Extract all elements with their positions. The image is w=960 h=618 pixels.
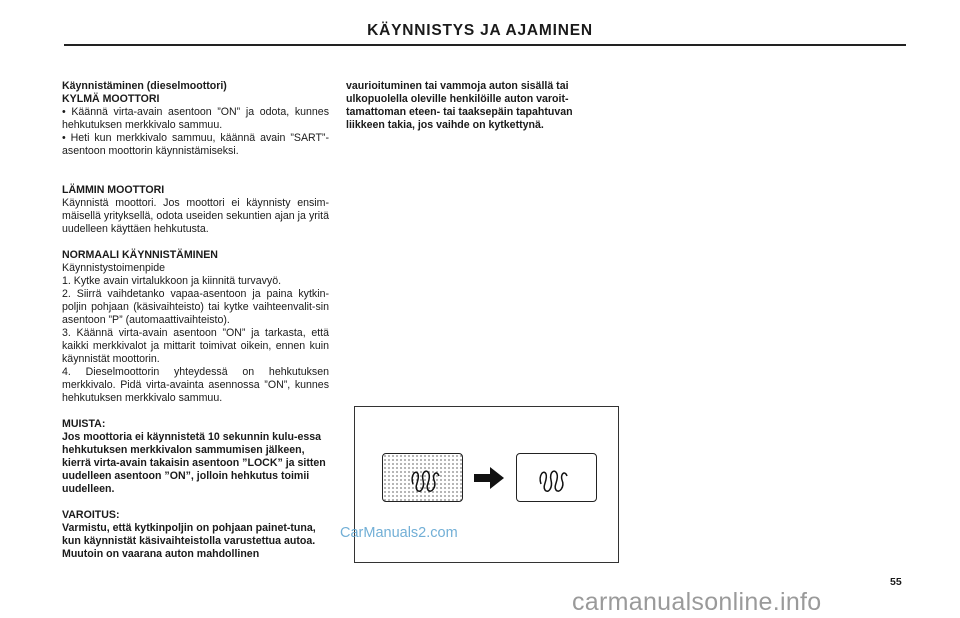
left-column [62, 80, 329, 561]
cold-engine-heading: KYLMÄ MOOTTORI [62, 93, 160, 105]
middle-column [346, 80, 608, 132]
cold-engine-step-1: • Käännä virta-avain asentoon ”ON” ja odota, kunnes hehkutuksen merkkivalo sammuu. [62, 106, 329, 131]
normal-start-step-2: 2. Siirrä vaihdetanko vapaa-asentoon ja paina kytkin-poljin pohjaan (käsivaihteisto) tai kytke vaihteenvalit-sin asentoon ”P” (automaattivaihteisto). [62, 288, 329, 326]
arrow-right-icon [474, 467, 504, 489]
normal-start-step-4: 4. Dieselmoottorin yhteydessä on hehkutuksen merkkivalo. Pidä virta-avainta asennossa ”ON”, kunnes hehkutuksen merkkivalo sammuu. [62, 366, 329, 404]
note-text: Jos moottoria ei käynnistetä 10 sekunnin kulu-essa hehkutuksen merkkivalon sammumisen jälkeen, kierrä virta-avain takaisin asentoon ”LOCK” ja sitten uudelleen asentoon ”ON”, jolloin hehkutus toimii uudelleen. [62, 431, 326, 495]
normal-start-step-1: 1. Kytke avain virtalukkoon ja kiinnitä turvavyö. [62, 275, 282, 287]
header-divider [64, 44, 906, 46]
normal-start-subheading: Käynnistystoimenpide [62, 262, 166, 274]
warning-continued-text: vaurioituminen tai vammoja auton sisällä tai ulkopuolella oleville henkilöille auton varoit-tamattoman eteen- tai taaksepäin tapahtuvan liikkeen takia, jos vaihde on kytkettynä. [346, 80, 573, 131]
warm-engine-heading: LÄMMIN MOOTTORI [62, 184, 165, 196]
glow-plug-lamp-off-icon [516, 453, 597, 502]
watermark-logo: CarManuals2.com [340, 525, 458, 541]
warm-engine-text: Käynnistä moottori. Jos moottori ei käynnisty ensim-mäisellä yrityksellä, odota useiden sekuntien ajan ja yritä uudelleen käyttäen hehkutusta. [62, 197, 329, 235]
normal-start-heading: NORMAALI KÄYNNISTÄMINEN [62, 249, 218, 261]
warning-heading: VAROITUS: [62, 509, 120, 521]
page-title: KÄYNNISTYS JA AJAMINEN [367, 22, 593, 39]
section-heading: Käynnistäminen (dieselmoottori) [62, 80, 227, 92]
page-number: 55 [890, 576, 902, 588]
normal-start-step-3: 3. Käännä virta-avain asentoon ”ON” ja tarkasta, että kaikki merkkivalot ja mittarit toimivat oikein, ennen kuin käynnistät moottorin. [62, 327, 329, 365]
cold-engine-step-2: • Heti kun merkkivalo sammuu, käännä avain ”SART”-asentoon moottorin käynnistämiseksi. [62, 132, 329, 157]
glow-plug-lamp-lit-icon [382, 453, 463, 502]
footer-watermark: carmanualsonline.info [572, 588, 822, 616]
warning-text: Varmistu, että kytkinpoljin on pohjaan painet-tuna, kun käynnistät käsivaihteistolla varustettua autoa. Muutoin on vaarana auton mahdollinen [62, 522, 316, 560]
note-heading: MUISTA: [62, 418, 106, 430]
